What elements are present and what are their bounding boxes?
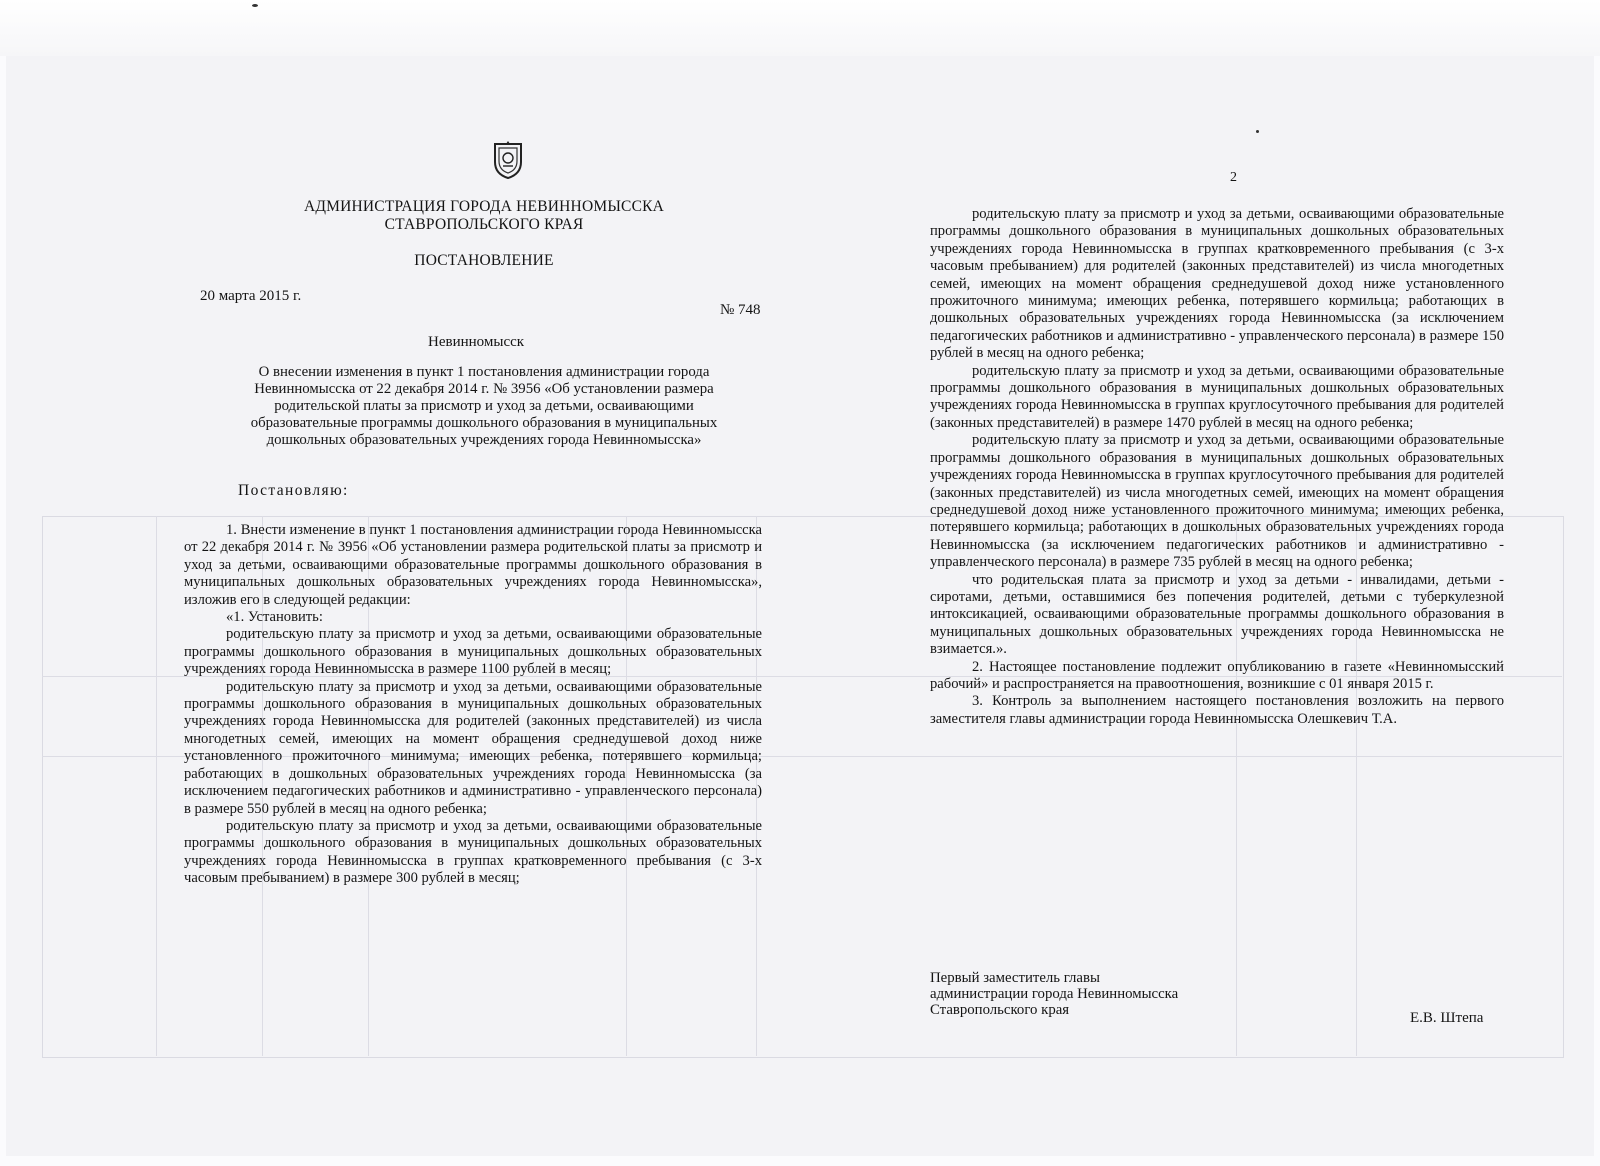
signature-title-line: администрации города Невинномысска xyxy=(930,986,1179,1002)
scan-top-margin xyxy=(0,0,1600,56)
subject-line: О внесении изменения в пункт 1 постановления администрации города xyxy=(258,364,710,380)
document-type: ПОСТАНОВЛЕНИЕ xyxy=(414,252,554,269)
paragraph: родительскую плату за присмотр и уход за детьми, осваивающими образовательные программы дошкольного образования в муниципальных дошкольных образовательных учреждениях города Невинномысска в группах круглосуточного пребывания для родителей (законных представителей) в размере 1470 рублей в месяц на одного ребенка; xyxy=(930,362,1504,431)
paragraph: родительскую плату за присмотр и уход за детьми, осваивающими образовательные программы дошкольного образования в муниципальных дошкольных образовательных учреждениях города Невинномысска в группах кратковременного пребывания (с 3-х часовым пребыванием) в размере 300 рублей в месяц; xyxy=(184,817,762,887)
page1-body xyxy=(184,522,762,888)
signer-name: Е.В. Штепа xyxy=(1410,1010,1484,1026)
subject-line: родительской платы за присмотр и уход за детьми, осваивающими xyxy=(274,398,694,414)
document-city: Невинномысск xyxy=(428,334,525,350)
document-number: № 748 xyxy=(720,302,761,318)
signature-title-line: Первый заместитель главы xyxy=(930,970,1100,986)
scan-speck xyxy=(252,4,258,7)
document-subject xyxy=(210,364,758,449)
paragraph: родительскую плату за присмотр и уход за детьми, осваивающими образовательные программы дошкольного образования в муниципальных дошкольных образовательных учреждениях города Невинномысска для родителей (законных представителей) из числа многодетных семей, имеющих на момент обращения среднедушевой доход ниже установленного прожиточного минимума; имеющих ребенка, потерявшего кормильца; работающих в дошкольных образовательных учреждениях города Невинномысска (за исключением педагогических работников и административно - управленческого персонала) в размере 550 рублей в месяц на одного ребенка; xyxy=(184,678,762,817)
coat-of-arms-icon xyxy=(491,140,525,180)
paragraph: родительскую плату за присмотр и уход за детьми, осваивающими образовательные программы дошкольного образования в муниципальных дошкольных образовательных учреждениях города Невинномысска в размере 1100 рублей в месяц; xyxy=(184,626,762,678)
signature-title-line: Ставропольского края xyxy=(930,1002,1070,1018)
paragraph: родительскую плату за присмотр и уход за детьми, осваивающими образовательные программы дошкольного образования в муниципальных дошкольных образовательных учреждениях города Невинномысска в группах круглосуточного пребывания для родителей (законных представителей) из числа многодетных семей, имеющих на момент обращения среднедушевой доход ниже установленного прожиточного минимума; имеющих ребенка, потерявшего кормильца; работающих в дошкольных образовательных учреждениях города Невинномысска (за исключением педагогических работников и административно - управленческого персонала) в размере 735 рублей в месяц на одного ребенка; xyxy=(930,432,1504,571)
subject-line: образовательные программы дошкольного образования в муниципальных xyxy=(250,415,718,431)
org-title-line1: АДМИНИСТРАЦИЯ ГОРОДА НЕВИННОМЫССКА xyxy=(303,198,665,215)
show-through-line xyxy=(156,516,157,1056)
paragraph: 2. Настоящее постановление подлежит опубликованию в газете «Невинномысский рабочий» и распространяется на правоотношения, возникшие с 01 января 2015 г. xyxy=(930,658,1504,692)
paragraph: 1. Внести изменение в пункт 1 постановления администрации города Невинномысска от 22 декабря 2014 г. № 3956 «Об установлении размера родительской платы за присмотр и уход за детьми, осваивающими образовательные программы дошкольного образования в муниципальных дошкольных образовательных учреждениях города Невинномысска», изложив его в следующей редакции: xyxy=(184,522,762,608)
paragraph: «1. Установить: xyxy=(226,609,323,626)
paragraph: что родительская плата за присмотр и уход за детьми - инвалидами, детьми - сиротами, детьми, оставшимися без попечения родителей, детьми с туберкулезной интоксикацией, осваивающими образовательные программы дошкольного образования в муниципальных дошкольных образовательных учреждениях города Невинномысска не взимается.». xyxy=(930,571,1504,658)
subject-line: Невинномысска от 22 декабря 2014 г. № 3956 «Об установлении размера xyxy=(254,381,714,397)
org-title-line2: СТАВРОПОЛЬСКОГО КРАЯ xyxy=(384,216,584,233)
paragraph: родительскую плату за присмотр и уход за детьми, осваивающими образовательные программы дошкольного образования в муниципальных дошкольных образовательных учреждениях города Невинномысска в группах кратковременного пребывания (с 3-х часовым пребыванием) для родителей (законных представителей) из числа многодетных семей, имеющих на момент обращения среднедушевой доход ниже установленного прожиточного минимума; имеющих ребенка, потерявшего кормильца; работающих в дошкольных образовательных учреждениях города Невинномысска (за исключением педагогических работников и административно - управленческого персонала) в размере 150 рублей в месяц на одного ребенка; xyxy=(930,206,1504,362)
paragraph: 3. Контроль за выполнением настоящего постановления возложить на первого заместителя главы администрации города Невинномысска Олешкевич Т.А. xyxy=(930,693,1504,727)
document-date: 20 марта 2015 г. xyxy=(200,288,302,304)
signature-block xyxy=(930,970,1490,1018)
page-number: 2 xyxy=(1230,170,1237,185)
page2-body xyxy=(930,206,1504,728)
scan-speck xyxy=(1256,130,1259,133)
subject-line: дошкольных образовательных учреждениях города Невинномысска» xyxy=(266,432,702,448)
ruling-word: Постановляю: xyxy=(238,482,349,499)
